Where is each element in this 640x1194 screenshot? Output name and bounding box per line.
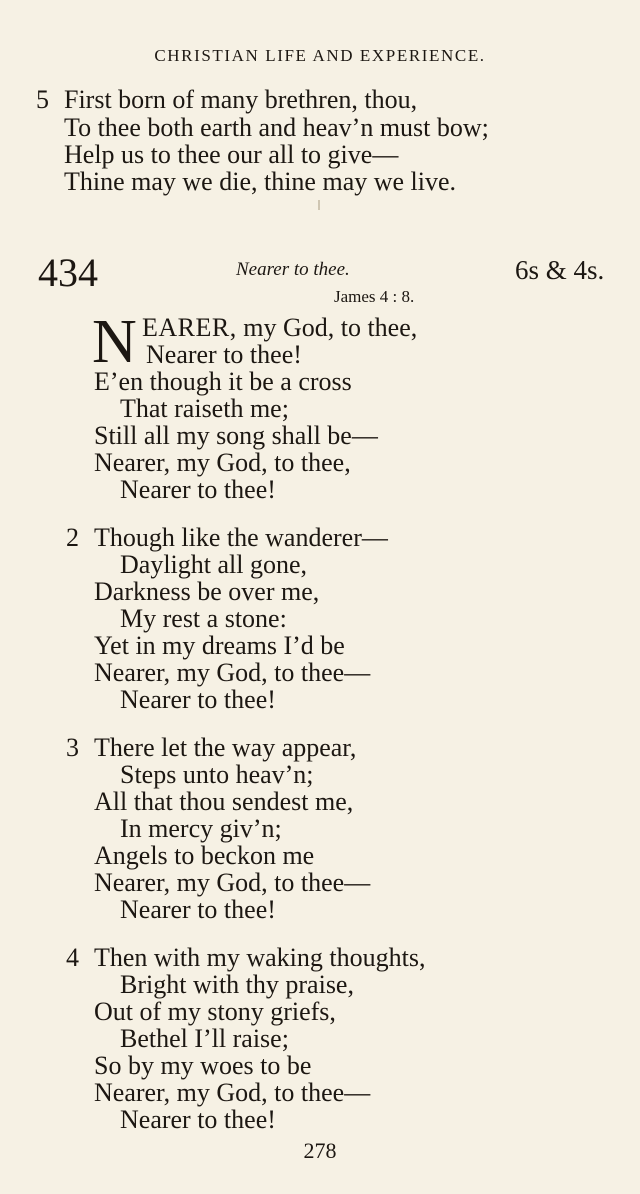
- verse-line: Nearer to thee!: [120, 475, 276, 504]
- verse-line-first: [142, 313, 417, 343]
- verse-line: Then with my waking thoughts,: [94, 943, 426, 972]
- stanza-number: 4: [66, 943, 79, 972]
- verse-line: Though like the wanderer—: [94, 523, 388, 552]
- verse-line: In mercy giv’n;: [120, 814, 282, 843]
- stanza-number: 2: [66, 523, 79, 552]
- verse-line: That raiseth me;: [120, 394, 289, 423]
- verse-line: Daylight all gone,: [120, 550, 308, 579]
- hymn-title: Nearer to thee.: [236, 259, 350, 280]
- first-word: EARER,: [142, 313, 237, 342]
- verse-line: Steps unto heav’n;: [120, 760, 314, 789]
- verse-line: Nearer, my God, to thee—: [94, 658, 371, 687]
- verse-line: Thine may we die, thine may we live.: [64, 167, 457, 196]
- verse-line: Out of my stony griefs,: [94, 997, 336, 1026]
- verse-line: Nearer to thee!: [120, 1105, 276, 1134]
- verse-line: My rest a stone:: [120, 604, 287, 633]
- verse-line: Darkness be over me,: [94, 577, 320, 606]
- verse-line: Bethel I’ll raise;: [120, 1024, 289, 1053]
- verse-line: To thee both earth and heav’n must bow;: [64, 113, 489, 142]
- verse-line: Nearer, my God, to thee—: [94, 1078, 371, 1107]
- verse-line: Help us to thee our all to give—: [64, 140, 399, 169]
- first-line-tail: my God, to thee,: [236, 313, 418, 342]
- verse-line: Nearer, my God, to thee—: [94, 868, 371, 897]
- running-head: CHRISTIAN LIFE AND EXPERIENCE.: [154, 46, 486, 65]
- verse-line: Yet in my dreams I’d be: [94, 631, 345, 660]
- verse-line: Nearer, my God, to thee,: [94, 448, 351, 477]
- stanza-number: 5: [36, 85, 49, 114]
- verse-line: E’en though it be a cross: [94, 367, 352, 396]
- stanza-number: 3: [66, 733, 79, 762]
- verse-line: Nearer to thee!: [146, 340, 302, 369]
- verse-line: So by my woes to be: [94, 1051, 312, 1080]
- drop-cap: N: [92, 308, 137, 376]
- verse-line: Nearer to thee!: [120, 685, 276, 714]
- page-number: 278: [303, 1138, 337, 1163]
- scripture-reference: James 4 : 8.: [334, 287, 415, 306]
- verse-line: There let the way appear,: [94, 733, 357, 762]
- verse-line: Angels to beckon me: [94, 841, 315, 870]
- verse-line: Bright with thy praise,: [120, 970, 354, 999]
- hymn-number: 434: [38, 250, 98, 295]
- verse-line: First born of many brethren, thou,: [64, 85, 418, 114]
- verse-line: Nearer to thee!: [120, 895, 276, 924]
- divider: [318, 200, 320, 210]
- hymn-meter: 6s & 4s.: [515, 255, 605, 285]
- verse-line: All that thou sendest me,: [94, 787, 354, 816]
- verse-line: Still all my song shall be—: [94, 421, 378, 450]
